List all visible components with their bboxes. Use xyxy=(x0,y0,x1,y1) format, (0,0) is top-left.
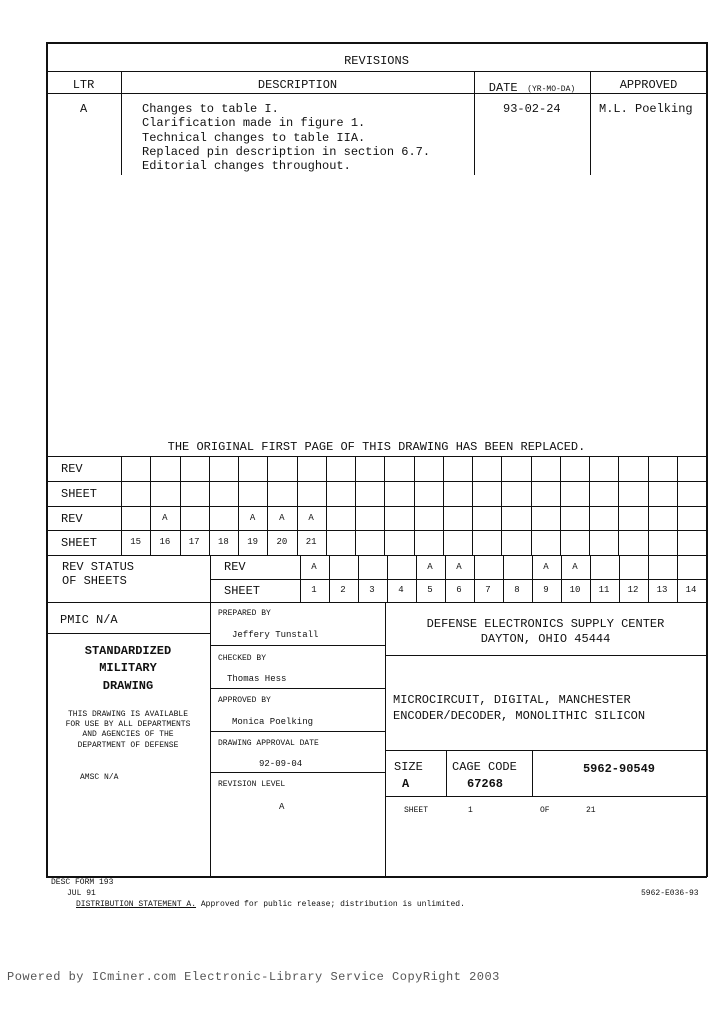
revision-desc-line: Changes to table I. xyxy=(142,102,279,116)
status-cell: A xyxy=(543,562,549,572)
revision-desc-line: Technical changes to table IIA. xyxy=(142,131,366,145)
status-cell: 10 xyxy=(569,585,581,595)
total-sheets: 21 xyxy=(586,806,596,815)
prepared-by-name: Jeffery Tunstall xyxy=(232,630,319,640)
status-cell: 14 xyxy=(685,585,697,595)
status-row-label: SHEET xyxy=(61,487,98,501)
status-cell: A xyxy=(279,513,285,523)
approval-date-label: DRAWING APPROVAL DATE xyxy=(218,739,319,748)
status-cell: A xyxy=(308,513,314,523)
status-cell: 19 xyxy=(247,537,259,547)
agency-address: DAYTON, OHIO 45444 xyxy=(480,632,611,646)
agency-name: DEFENSE ELECTRONICS SUPPLY CENTER xyxy=(426,617,665,631)
revision-letter: A xyxy=(80,102,88,116)
revision-date: 93-02-24 xyxy=(503,102,561,116)
grid-line xyxy=(531,456,532,555)
revisions-title: REVISIONS xyxy=(344,54,409,68)
status-cell: 8 xyxy=(514,585,520,595)
revision-approver: M.L. Poelking xyxy=(599,102,693,116)
std-title-line: DRAWING xyxy=(102,679,154,693)
grid-line xyxy=(46,481,706,482)
status-cell: 11 xyxy=(598,585,610,595)
status-cell: 2 xyxy=(340,585,346,595)
size-label: SIZE xyxy=(394,760,423,774)
std-title-line: MILITARY xyxy=(99,661,157,675)
prepared-by-label: PREPARED BY xyxy=(218,609,271,618)
status-row-label: REV xyxy=(61,462,83,476)
grid-line xyxy=(677,456,678,555)
status-cell: A xyxy=(427,562,433,572)
revision-desc-line: Replaced pin description in section 6.7. xyxy=(142,145,431,159)
grid-line xyxy=(472,456,473,555)
status-row-label: SHEET xyxy=(224,584,261,598)
status-cell: A xyxy=(249,513,256,523)
revision-level-label: REVISION LEVEL xyxy=(218,780,286,789)
col-date-header: DATE (YR-MO-DA) xyxy=(488,81,576,95)
rev-status-label: REV STATUS xyxy=(62,560,135,574)
status-cell: 16 xyxy=(159,537,171,547)
grid-line xyxy=(355,456,356,555)
status-cell: 13 xyxy=(656,585,668,595)
col-ltr-header: LTR xyxy=(72,78,95,92)
status-cell: 9 xyxy=(543,585,549,595)
of-label: OF xyxy=(540,806,550,815)
availability-line: AND AGENCIES OF THE xyxy=(82,730,174,739)
approved-by-label: APPROVED BY xyxy=(218,696,271,705)
sheet-label: SHEET xyxy=(404,806,429,815)
grid-line xyxy=(706,555,707,602)
grid-line xyxy=(706,456,707,555)
status-cell: 7 xyxy=(485,585,491,595)
col-description-header: DESCRIPTION xyxy=(257,78,338,92)
sheet-number: 1 xyxy=(468,806,473,815)
cage-code-value: 67268 xyxy=(467,777,504,791)
status-cell: 4 xyxy=(398,585,404,595)
grid-line xyxy=(648,456,649,555)
status-cell: 21 xyxy=(305,537,317,547)
status-cell: 18 xyxy=(217,537,229,547)
grid-line xyxy=(46,456,706,457)
cage-code-label: CAGE CODE xyxy=(452,760,517,774)
distribution-label: DISTRIBUTION STATEMENT A. xyxy=(76,900,197,909)
form-date: JUL 91 xyxy=(67,889,96,898)
status-cell: A xyxy=(456,562,462,572)
grid-line xyxy=(414,456,415,555)
size-value: A xyxy=(402,777,410,791)
status-cell: A xyxy=(162,513,168,523)
document-code: 5962-E036-93 xyxy=(641,889,699,898)
grid-line xyxy=(384,456,385,555)
grid-line xyxy=(326,456,327,555)
drawing-number: 5962-90549 xyxy=(582,762,655,776)
availability-line: FOR USE BY ALL DEPARTMENTS xyxy=(65,720,191,729)
rev-status-label: OF SHEETS xyxy=(62,574,127,588)
grid-line xyxy=(501,456,502,555)
status-cell: A xyxy=(572,562,578,572)
status-row-label: SHEET xyxy=(61,536,98,550)
availability-line: DEPARTMENT OF DEFENSE xyxy=(77,741,179,750)
col-approved-header: APPROVED xyxy=(619,78,678,92)
std-title-line: STANDARDIZED xyxy=(84,644,172,658)
grid-line xyxy=(560,456,561,555)
distribution-statement xyxy=(76,900,465,909)
grid-line xyxy=(589,456,590,555)
distribution-text: Approved for public release; distribution is unlimited. xyxy=(200,900,465,909)
status-row-label: REV xyxy=(224,560,246,574)
grid-line xyxy=(46,506,706,507)
status-row-label: REV xyxy=(61,512,83,526)
amsc-label: AMSC N/A xyxy=(80,773,119,782)
status-cell: 15 xyxy=(130,537,142,547)
revision-desc-line: Editorial changes throughout. xyxy=(142,159,351,173)
checked-by-name: Thomas Hess xyxy=(227,674,287,684)
checked-by-label: CHECKED BY xyxy=(218,654,267,663)
grid-line xyxy=(210,579,706,580)
replaced-notice: THE ORIGINAL FIRST PAGE OF THIS DRAWING HAS BEEN REPLACED. xyxy=(167,440,586,454)
drawing-title-line: MICROCIRCUIT, DIGITAL, MANCHESTER xyxy=(393,693,631,707)
powered-by-watermark: Powered by ICminer.com Electronic-Library Service CopyRight 2003 xyxy=(7,970,500,984)
status-cell: 6 xyxy=(456,585,462,595)
grid-line xyxy=(210,555,211,602)
form-number: DESC FORM 193 xyxy=(51,878,114,887)
grid-line xyxy=(618,456,619,555)
approval-date: 92-09-04 xyxy=(259,759,303,769)
status-cell: 12 xyxy=(627,585,639,595)
grid-line xyxy=(46,555,706,556)
availability-line: THIS DRAWING IS AVAILABLE xyxy=(67,710,189,719)
status-cell: A xyxy=(311,562,317,572)
approved-by-name: Monica Poelking xyxy=(232,717,314,727)
grid-line xyxy=(46,530,706,531)
drawing-title-line: ENCODER/DECODER, MONOLITHIC SILICON xyxy=(393,709,646,723)
revision-desc-line: Clarification made in figure 1. xyxy=(142,116,366,130)
status-cell: 17 xyxy=(188,537,200,547)
grid-line xyxy=(443,456,444,555)
status-cell: 5 xyxy=(427,585,433,595)
pmic-label: PMIC N/A xyxy=(60,613,118,627)
revision-level: A xyxy=(279,802,285,812)
status-cell: 3 xyxy=(369,585,375,595)
status-cell: 20 xyxy=(276,537,288,547)
status-cell: 1 xyxy=(311,585,317,595)
